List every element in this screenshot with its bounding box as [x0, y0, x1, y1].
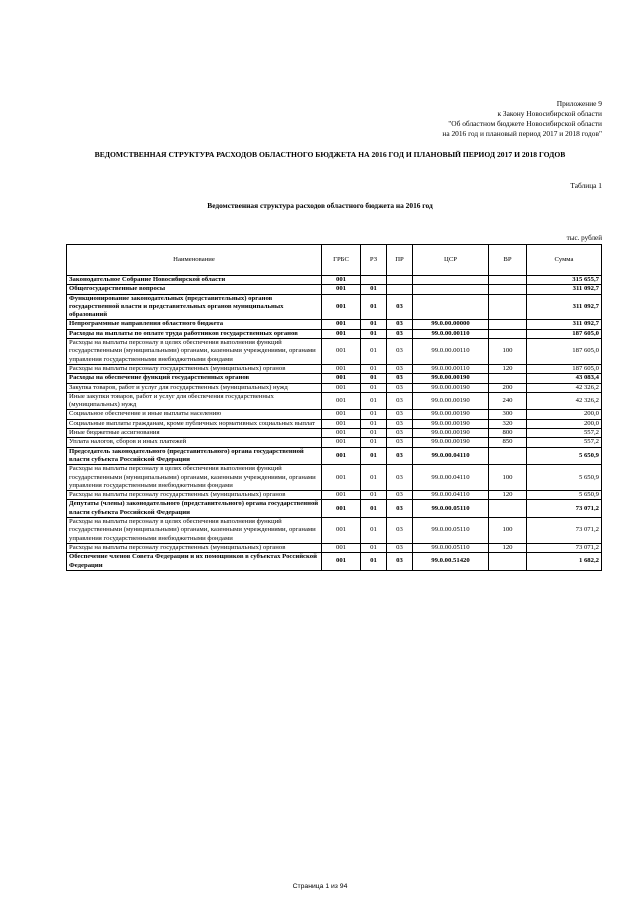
cell-rz: 01 — [361, 392, 387, 410]
cell-sum: 73 071,2 — [527, 500, 602, 518]
cell-sum: 187 605,0 — [527, 329, 602, 338]
cell-pr: 03 — [387, 320, 413, 329]
table-row — [67, 383, 602, 392]
cell-vr: 320 — [489, 419, 527, 428]
cell-pr: 03 — [387, 383, 413, 392]
table-row — [67, 339, 602, 365]
cell-csr: 99.0.00.00110 — [413, 329, 489, 338]
cell-csr: 99.0.00.00190 — [413, 374, 489, 383]
cell-name: Расходы на выплаты персоналу в целях обеспечения выполнения функций государственными (муниципальными) органами, казенными учреждениями, органами управления государственными внебюджетными фондами — [67, 339, 322, 365]
cell-sum: 5 650,9 — [527, 491, 602, 500]
cell-pr: 03 — [387, 429, 413, 438]
cell-name: Иные закупки товаров, работ и услуг для обеспечения государственных (муниципальных) нужд — [67, 392, 322, 410]
table-row — [67, 364, 602, 373]
column-header-rz: РЗ — [361, 245, 387, 276]
cell-name: Обеспечение членов Совета Федерации и их помощников в субъектах Российской Федерации — [67, 553, 322, 571]
cell-name: Иные бюджетные ассигнования — [67, 429, 322, 438]
cell-name: Расходы на выплаты персоналу государственных (муниципальных) органов — [67, 543, 322, 552]
cell-name: Расходы на обеспечение функций государственных органов — [67, 374, 322, 383]
cell-pr: 03 — [387, 543, 413, 552]
cell-pr: 03 — [387, 364, 413, 373]
cell-sum: 311 092,7 — [527, 320, 602, 329]
cell-sum: 187 605,0 — [527, 339, 602, 365]
cell-vr: 300 — [489, 410, 527, 419]
cell-pr: 03 — [387, 294, 413, 320]
cell-csr: 99.0.00.04110 — [413, 465, 489, 491]
column-header-sum: Сумма — [527, 245, 602, 276]
cell-csr: 99.0.00.00190 — [413, 410, 489, 419]
cell-rz: 01 — [361, 553, 387, 571]
cell-rz: 01 — [361, 465, 387, 491]
cell-pr: 03 — [387, 329, 413, 338]
cell-vr: 850 — [489, 438, 527, 447]
cell-pr: 03 — [387, 491, 413, 500]
appendix-line-2: к Закону Новосибирской области — [497, 109, 602, 118]
cell-grbs: 001 — [322, 374, 361, 383]
cell-vr: 100 — [489, 465, 527, 491]
cell-pr: 03 — [387, 410, 413, 419]
cell-csr: 99.0.00.00110 — [413, 339, 489, 365]
cell-sum: 73 071,2 — [527, 543, 602, 552]
cell-rz: 01 — [361, 383, 387, 392]
cell-pr: 03 — [387, 339, 413, 365]
cell-name: Социальное обеспечение и иные выплаты населению — [67, 410, 322, 419]
cell-csr: 99.0.00.00190 — [413, 419, 489, 428]
cell-name: Председатель законодательного (представительного) органа государственной власти субъекта Российской Федерации — [67, 447, 322, 465]
cell-rz: 01 — [361, 320, 387, 329]
cell-name: Расходы на выплаты по оплате труда работников государственных органов — [67, 329, 322, 338]
cell-sum: 200,0 — [527, 410, 602, 419]
appendix-line-1: Приложение 9 — [556, 99, 602, 108]
cell-rz: 01 — [361, 500, 387, 518]
cell-grbs: 001 — [322, 543, 361, 552]
cell-pr: 03 — [387, 419, 413, 428]
cell-pr: 03 — [387, 374, 413, 383]
cell-csr — [413, 285, 489, 294]
table-row — [67, 294, 602, 320]
cell-grbs: 001 — [322, 500, 361, 518]
cell-csr: 99.0.00.00110 — [413, 364, 489, 373]
cell-pr: 03 — [387, 553, 413, 571]
cell-vr: 100 — [489, 518, 527, 544]
table-row — [67, 465, 602, 491]
cell-name: Закупка товаров, работ и услуг для государственных (муниципальных) нужд — [67, 383, 322, 392]
cell-sum: 200,0 — [527, 419, 602, 428]
cell-grbs: 001 — [322, 518, 361, 544]
cell-grbs: 001 — [322, 410, 361, 419]
cell-rz: 01 — [361, 285, 387, 294]
cell-name: Расходы на выплаты персоналу в целях обеспечения выполнения функций государственными (муниципальными) органами, казенными учреждениями, органами управления государственными внебюджетными фондами — [67, 518, 322, 544]
cell-grbs: 001 — [322, 438, 361, 447]
table-row — [67, 329, 602, 338]
cell-vr — [489, 329, 527, 338]
cell-csr: 99.0.00.04110 — [413, 447, 489, 465]
table-row — [67, 429, 602, 438]
cell-rz: 01 — [361, 410, 387, 419]
column-header-grbs: ГРБС — [322, 245, 361, 276]
cell-grbs: 001 — [322, 392, 361, 410]
table-number: Таблица 1 — [570, 181, 602, 190]
table-row — [67, 553, 602, 571]
page-number: Страница 1 из 94 — [292, 883, 348, 890]
cell-vr — [489, 285, 527, 294]
cell-name: Депутаты (члены) законодательного (представительного) органа государственной власти субъекта Российской Федерации — [67, 500, 322, 518]
table-row — [67, 419, 602, 428]
appendix-line-4: на 2016 год и плановый период 2017 и 2018 годов" — [442, 129, 602, 138]
cell-pr — [387, 276, 413, 285]
table-row — [67, 543, 602, 552]
cell-rz: 01 — [361, 339, 387, 365]
cell-csr: 99.0.00.00190 — [413, 438, 489, 447]
cell-csr: 99.0.00.05110 — [413, 518, 489, 544]
cell-vr: 120 — [489, 364, 527, 373]
cell-vr — [489, 500, 527, 518]
cell-grbs: 001 — [322, 320, 361, 329]
table-row — [67, 374, 602, 383]
cell-name: Социальные выплаты гражданам, кроме публичных нормативных социальных выплат — [67, 419, 322, 428]
cell-sum: 5 650,9 — [527, 465, 602, 491]
cell-rz: 01 — [361, 438, 387, 447]
cell-rz: 01 — [361, 294, 387, 320]
cell-sum: 73 071,2 — [527, 518, 602, 544]
cell-sum: 557,2 — [527, 429, 602, 438]
table-row — [67, 447, 602, 465]
cell-csr: 99.0.00.00190 — [413, 383, 489, 392]
cell-sum: 311 092,7 — [527, 285, 602, 294]
table-row — [67, 500, 602, 518]
cell-pr: 03 — [387, 392, 413, 410]
cell-csr: 99.0.00.00190 — [413, 392, 489, 410]
cell-grbs: 001 — [322, 285, 361, 294]
budget-table — [66, 244, 602, 571]
cell-grbs: 001 — [322, 294, 361, 320]
cell-pr: 03 — [387, 438, 413, 447]
cell-grbs: 001 — [322, 553, 361, 571]
cell-vr — [489, 276, 527, 285]
cell-pr: 03 — [387, 447, 413, 465]
cell-pr: 03 — [387, 500, 413, 518]
cell-csr: 99.0.00.00000 — [413, 320, 489, 329]
cell-vr: 200 — [489, 383, 527, 392]
cell-grbs: 001 — [322, 419, 361, 428]
cell-rz — [361, 276, 387, 285]
table-row — [67, 410, 602, 419]
cell-csr: 99.0.00.04110 — [413, 491, 489, 500]
appendix-line-3: "Об областном бюджете Новосибирской области — [448, 119, 602, 128]
cell-sum: 42 326,2 — [527, 392, 602, 410]
cell-name: Непрограммные направления областного бюджета — [67, 320, 322, 329]
cell-grbs: 001 — [322, 429, 361, 438]
cell-rz: 01 — [361, 419, 387, 428]
table-title: Ведомственная структура расходов областного бюджета на 2016 год — [207, 201, 433, 210]
cell-sum: 557,2 — [527, 438, 602, 447]
column-header-pr: ПР — [387, 245, 413, 276]
cell-csr — [413, 276, 489, 285]
table-body — [67, 276, 602, 571]
cell-vr: 800 — [489, 429, 527, 438]
cell-grbs: 001 — [322, 383, 361, 392]
cell-vr — [489, 294, 527, 320]
cell-vr: 100 — [489, 339, 527, 365]
cell-sum: 315 655,7 — [527, 276, 602, 285]
cell-csr: 99.0.00.51420 — [413, 553, 489, 571]
cell-rz: 01 — [361, 364, 387, 373]
cell-grbs: 001 — [322, 364, 361, 373]
cell-name: Уплата налогов, сборов и иных платежей — [67, 438, 322, 447]
column-header-csr: ЦСР — [413, 245, 489, 276]
document-title: ВЕДОМСТВЕННАЯ СТРУКТУРА РАСХОДОВ ОБЛАСТНОГО БЮДЖЕТА НА 2016 ГОД И ПЛАНОВЫЙ ПЕРИОД 2017 И 2018 ГОДОВ — [94, 150, 566, 159]
appendix-header — [442, 99, 602, 139]
cell-csr: 99.0.00.05110 — [413, 500, 489, 518]
cell-name: Общегосударственные вопросы — [67, 285, 322, 294]
cell-rz: 01 — [361, 329, 387, 338]
cell-grbs: 001 — [322, 276, 361, 285]
cell-pr — [387, 285, 413, 294]
cell-vr: 120 — [489, 491, 527, 500]
cell-rz: 01 — [361, 447, 387, 465]
cell-sum: 1 682,2 — [527, 553, 602, 571]
cell-name: Функционирование законодательных (представительных) органов государственной власти и представительных органов муниципальных образований — [67, 294, 322, 320]
column-header-name: Наименование — [67, 245, 322, 276]
cell-rz: 01 — [361, 374, 387, 383]
cell-rz: 01 — [361, 518, 387, 544]
cell-vr — [489, 447, 527, 465]
cell-sum: 311 092,7 — [527, 294, 602, 320]
column-header-vr: ВР — [489, 245, 527, 276]
cell-vr — [489, 374, 527, 383]
cell-csr: 99.0.00.00190 — [413, 429, 489, 438]
table-row — [67, 276, 602, 285]
cell-rz: 01 — [361, 429, 387, 438]
table-header-row — [67, 245, 602, 276]
cell-rz: 01 — [361, 543, 387, 552]
table-row — [67, 438, 602, 447]
table-row — [67, 285, 602, 294]
table-row — [67, 518, 602, 544]
cell-name: Расходы на выплаты персоналу государственных (муниципальных) органов — [67, 491, 322, 500]
table-row — [67, 491, 602, 500]
table-row — [67, 320, 602, 329]
cell-name: Расходы на выплаты персоналу в целях обеспечения выполнения функций государственными (муниципальными) органами, казенными учреждениями, органами управления государственными внебюджетными фондами — [67, 465, 322, 491]
cell-grbs: 001 — [322, 465, 361, 491]
units-label: тыс. рублей — [566, 234, 602, 242]
cell-rz: 01 — [361, 491, 387, 500]
cell-sum: 5 650,9 — [527, 447, 602, 465]
cell-vr: 120 — [489, 543, 527, 552]
cell-sum: 43 083,4 — [527, 374, 602, 383]
cell-sum: 187 605,0 — [527, 364, 602, 373]
cell-vr — [489, 553, 527, 571]
cell-csr: 99.0.00.05110 — [413, 543, 489, 552]
cell-grbs: 001 — [322, 491, 361, 500]
table-row — [67, 392, 602, 410]
cell-grbs: 001 — [322, 447, 361, 465]
cell-pr: 03 — [387, 518, 413, 544]
cell-pr: 03 — [387, 465, 413, 491]
cell-csr — [413, 294, 489, 320]
cell-name: Расходы на выплаты персоналу государственных (муниципальных) органов — [67, 364, 322, 373]
cell-grbs: 001 — [322, 329, 361, 338]
cell-grbs: 001 — [322, 339, 361, 365]
cell-vr — [489, 320, 527, 329]
cell-sum: 42 326,2 — [527, 383, 602, 392]
cell-name: Законодательное Собрание Новосибирской области — [67, 276, 322, 285]
cell-vr: 240 — [489, 392, 527, 410]
